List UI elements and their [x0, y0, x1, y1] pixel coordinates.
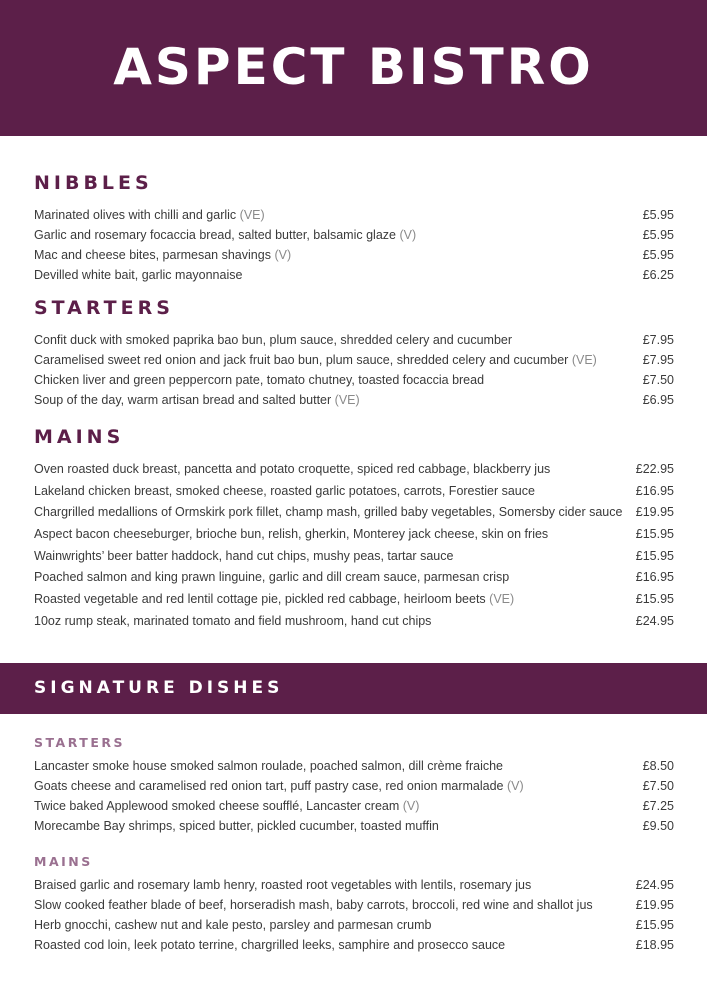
menu-item-price: £7.95	[642, 353, 674, 367]
menu-item	[34, 878, 674, 898]
menu-item-price: £5.95	[642, 228, 674, 242]
dietary-tag: (V)	[399, 228, 417, 242]
menu-item-text: Roasted vegetable and red lentil cottage pie, pickled red cabbage, heirloom beets	[34, 592, 486, 607]
menu-item	[34, 614, 674, 636]
menu-item-price: £15.95	[635, 917, 674, 932]
menu-item-price: £7.25	[642, 798, 674, 813]
menu-item-text: Wainwrights’ beer batter haddock, hand cut chips, mushy peas, tartar sauce	[34, 548, 454, 563]
menu-item-price: £24.95	[635, 613, 674, 628]
menu-item	[34, 799, 674, 819]
menu-item-text: Soup of the day, warm artisan bread and salted butter	[34, 393, 332, 407]
menu-item	[34, 393, 674, 413]
menu-item-description	[34, 878, 531, 892]
menu-item-text: Chargrilled medallions of Ormskirk pork fillet, champ mash, grilled baby vegetables, Somersby cider sauce	[34, 505, 623, 520]
menu-item-text: Slow cooked feather blade of beef, horseradish mash, baby carrots, broccoli, red wine and shallot jus	[34, 897, 593, 912]
menu-item-description	[34, 779, 524, 793]
menu-item-text: Poached salmon and king prawn linguine, garlic and dill cream sauce, parmesan crisp	[34, 570, 510, 585]
mains-list	[34, 462, 674, 636]
menu-item-price: £18.95	[635, 937, 674, 952]
nibbles-heading: NIBBLES	[34, 172, 153, 194]
menu-item-text: Goats cheese and caramelised red onion tart, puff pastry case, red onion marmalade	[34, 778, 504, 793]
menu-item-text: Mac and cheese bites, parmesan shavings	[34, 248, 271, 262]
menu-item-description	[34, 268, 242, 282]
page-title: ASPECT BISTRO	[113, 38, 594, 96]
menu-item-description	[34, 549, 453, 563]
nibbles-list	[34, 208, 674, 288]
menu-item	[34, 759, 674, 779]
menu-item	[34, 373, 674, 393]
menu-item	[34, 353, 674, 373]
menu-item-description	[34, 373, 484, 387]
menu-item-text: Lancaster smoke house smoked salmon roulade, poached salmon, dill crème fraiche	[34, 758, 503, 773]
menu-item-description	[34, 614, 431, 628]
menu-item	[34, 527, 674, 549]
menu-item	[34, 570, 674, 592]
menu-item-price: £6.95	[642, 393, 674, 407]
menu-item-price: £9.50	[642, 818, 674, 833]
dietary-tag: (VE)	[239, 208, 265, 222]
menu-item	[34, 248, 674, 268]
menu-item-description	[34, 592, 514, 606]
menu-item-price: £5.95	[642, 248, 674, 262]
menu-item-price: £7.95	[642, 333, 674, 347]
dietary-tag: (V)	[274, 248, 292, 262]
menu-item-price: £16.95	[635, 483, 674, 498]
signature-mains-section	[34, 856, 674, 958]
menu-item-text: Braised garlic and rosemary lamb henry, roasted root vegetables with lentils, rosemary jus	[34, 877, 532, 892]
signature-banner	[0, 663, 707, 714]
menu-item-text: Garlic and rosemary focaccia bread, salted butter, balsamic glaze	[34, 228, 396, 242]
menu-item	[34, 918, 674, 938]
header-banner	[0, 0, 707, 136]
menu-item-description	[34, 570, 509, 584]
menu-item-price: £6.25	[642, 268, 674, 282]
starters-section	[34, 299, 674, 413]
menu-item-price: £16.95	[635, 570, 674, 585]
menu-item-text: Chicken liver and green peppercorn pate, tomato chutney, toasted focaccia bread	[34, 373, 485, 387]
menu-item	[34, 898, 674, 918]
menu-item-price: £19.95	[635, 897, 674, 912]
menu-item-price: £5.95	[642, 208, 674, 222]
menu-item-description	[34, 393, 360, 407]
menu-item-price: £8.50	[642, 758, 674, 773]
menu-item-description	[34, 938, 505, 952]
menu-item-description	[34, 759, 503, 773]
signature-starters-heading: STARTERS	[34, 735, 125, 750]
menu-item-price: £7.50	[642, 373, 674, 387]
menu-item-description	[34, 333, 512, 347]
menu-item	[34, 779, 674, 799]
menu-item-description	[34, 228, 416, 242]
starters-heading: STARTERS	[34, 297, 174, 319]
menu-item-text: Caramelised sweet red onion and jack fruit bao bun, plum sauce, shredded celery and cucumber	[34, 353, 569, 367]
menu-item-price: £19.95	[635, 505, 674, 520]
dietary-tag: (V)	[402, 798, 420, 813]
dietary-tag: (VE)	[334, 393, 360, 407]
menu-item	[34, 268, 674, 288]
menu-item-description	[34, 462, 550, 476]
menu-item	[34, 462, 674, 484]
menu-item-text: Herb gnocchi, cashew nut and kale pesto, parsley and parmesan crumb	[34, 917, 432, 932]
menu-item-description	[34, 484, 535, 498]
mains-section	[34, 428, 674, 636]
menu-item-text: Roasted cod loin, leek potato terrine, chargrilled leeks, samphire and prosecco sauce	[34, 937, 506, 952]
signature-mains-list	[34, 878, 674, 958]
signature-heading: SIGNATURE DISHES	[34, 678, 284, 698]
menu-item-description	[34, 248, 291, 262]
menu-item-text: Marinated olives with chilli and garlic	[34, 208, 237, 222]
menu-item-text: Morecambe Bay shrimps, spiced butter, pickled cucumber, toasted muffin	[34, 818, 439, 833]
menu-item	[34, 505, 674, 527]
menu-item	[34, 228, 674, 248]
menu-item-text: Lakeland chicken breast, smoked cheese, roasted garlic potatoes, carrots, Forestier sauce	[34, 483, 535, 498]
menu-item	[34, 549, 674, 571]
dietary-tag: (VE)	[571, 353, 597, 367]
dietary-tag: (V)	[506, 778, 524, 793]
menu-item-description	[34, 208, 265, 222]
menu-item	[34, 484, 674, 506]
menu-item-price: £7.50	[642, 778, 674, 793]
menu-item-description	[34, 527, 548, 541]
menu-item-price: £15.95	[635, 548, 674, 563]
menu-item-description	[34, 918, 431, 932]
starters-list	[34, 333, 674, 413]
menu-item-price: £22.95	[635, 462, 674, 476]
menu-item-text: Confit duck with smoked paprika bao bun, plum sauce, shredded celery and cucumber	[34, 333, 513, 347]
menu-item-description	[34, 505, 622, 519]
menu-item-description	[34, 353, 597, 367]
menu-item-text: Oven roasted duck breast, pancetta and potato croquette, spiced red cabbage, blackberry jus	[34, 462, 551, 476]
signature-starters-section	[34, 737, 674, 839]
dietary-tag: (VE)	[489, 592, 515, 607]
menu-item-text: Aspect bacon cheeseburger, brioche bun, relish, gherkin, Monterey jack cheese, skin on fries	[34, 527, 549, 542]
menu-item-price: £15.95	[635, 592, 674, 607]
menu-item-text: Twice baked Applewood smoked cheese soufflé, Lancaster cream	[34, 798, 400, 813]
menu-item-price: £24.95	[635, 877, 674, 892]
signature-starters-list	[34, 759, 674, 839]
menu-item-price: £15.95	[635, 527, 674, 542]
menu-item-description	[34, 819, 439, 833]
menu-item-text: 10oz rump steak, marinated tomato and field mushroom, hand cut chips	[34, 613, 432, 628]
mains-heading: MAINS	[34, 426, 125, 448]
menu-item	[34, 592, 674, 614]
menu-item	[34, 819, 674, 839]
menu-item	[34, 333, 674, 353]
signature-mains-heading: MAINS	[34, 854, 93, 869]
menu-item	[34, 938, 674, 958]
menu-item	[34, 208, 674, 228]
nibbles-section	[34, 174, 674, 288]
menu-item-description	[34, 799, 419, 813]
menu-item-description	[34, 898, 593, 912]
menu-item-text: Devilled white bait, garlic mayonnaise	[34, 268, 243, 282]
